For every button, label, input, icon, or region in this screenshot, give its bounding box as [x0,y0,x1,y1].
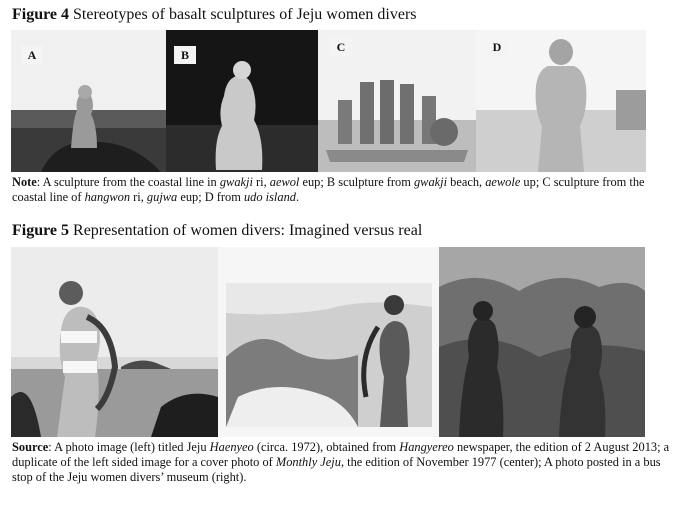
figure-4-title [12,6,417,24]
panel-label-c: C [330,38,352,56]
note-text: ri, [252,175,270,189]
panel-label-d: D [486,38,508,56]
source-label: Source [12,440,49,454]
figure-4-title-text: Stereotypes of basalt sculptures of Jeju women divers [73,6,417,23]
note-text: eup; B sculpture from [299,175,414,189]
photo-panel-b [166,30,318,172]
note-place-name: aewole [485,175,521,189]
source-text: newspaper, the edition of 2 August 2013; a duplicate of the left sided image for a cover photo of [12,440,670,469]
figure-4-note [12,175,674,205]
photo-right-museum-bus-stop [439,247,645,437]
figure-5-title-text: Representation of women divers: Imagined versus real [73,222,423,239]
source-text: , the edition of November 1977 (center); A photo posted in a bus stop of the Jeju women divers’ museum (right). [12,455,661,484]
note-place-name: gwakji [413,175,448,189]
note-text: up; C sculpture from the coastal line of [12,175,645,204]
source-italic: Hangyereo [399,440,454,454]
note-text: ri, [130,190,147,204]
source-italic: Haenyeo [209,440,254,454]
note-text: eup; D from [177,190,244,204]
source-text: : A photo image (left) titled Jeju [48,440,210,454]
note-place-name: aewol [269,175,300,189]
note-text: . [295,190,300,204]
photo-panel-a [11,30,166,172]
figure-4-label: Figure 4 [12,6,70,23]
panel-label-b: B [174,46,196,64]
note-place-name: udo island [243,190,296,204]
photo-panel-d [476,30,646,172]
photo-left-haenyeo [11,247,218,437]
figure-5-label: Figure 5 [12,222,70,239]
note-text: : A sculpture from the coastal line in [36,175,220,189]
photo-panel-c [318,30,476,172]
note-text: beach, [447,175,486,189]
note-label: Note [12,175,37,189]
panel-label-a: A [21,46,43,64]
note-place-name: gujwa [146,190,178,204]
source-text: (circa. 1972), obtained from [253,440,400,454]
photo-center-monthly-jeju-cover [218,247,439,437]
note-place-name: hangwon [84,190,131,204]
source-italic: Monthly Jeju [275,455,341,469]
figure-5-title [12,222,422,240]
figure-5-source [12,440,674,485]
note-place-name: gwakji [219,175,253,189]
